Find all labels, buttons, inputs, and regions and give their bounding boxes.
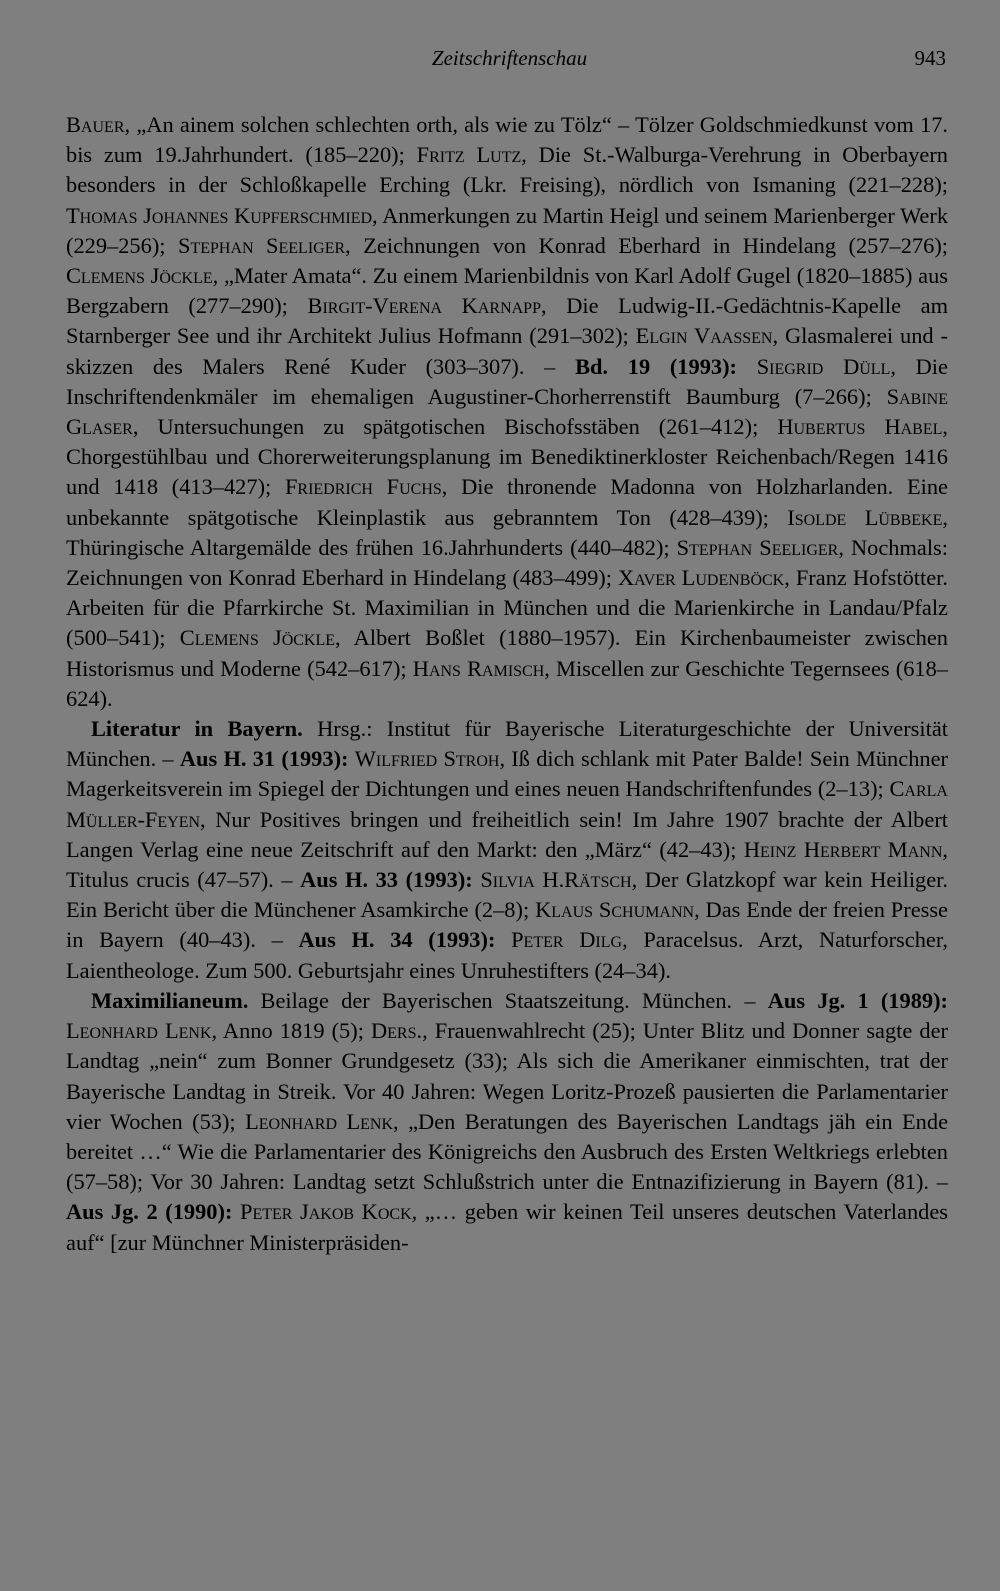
author-name: Elgin Vaassen — [635, 323, 773, 349]
text-run: , „… geben wir keinen Teil unseres deutschen Vaterlandes auf“ [zur Münchner Ministerpräsiden- — [66, 1199, 948, 1255]
text-run: , Miscellen zur Geschichte Tegernsees (618–624). — [66, 655, 948, 711]
author-name: Xaver Ludenböck — [617, 565, 785, 591]
text-run: , Die Ludwig-II.-Gedächtnis-Kapelle am Starnberger See und ihr Architekt Julius Hofmann (291–302); — [66, 293, 948, 349]
running-title: Zeitschriftenschau — [431, 46, 588, 70]
author-name: Stephan Seeliger — [676, 534, 839, 560]
author-name: Carla Müller-Feyen — [66, 776, 948, 832]
bold-heading: Maximilianeum. — [91, 987, 249, 1013]
paragraph-maximilianeum — [66, 986, 948, 1258]
author-name: Isolde Lübbeke — [787, 504, 943, 530]
text-run: , „Den Beratungen des Bayerischen Landtags jäh ein Ende bereitet …“ Wie die Parlamentarier des Königreichs den Ausbruch des Ersten Weltkriegs erlebten (57–58); Vor 30 Jahren: Landtag setzt Schlußstrich unter die Entnazifizierung in Bayern (81). – — [66, 1108, 949, 1195]
text-run: , Franz Hofstötter. Arbeiten für die Pfarrkirche St. Maximilian in München und die Marienkirche in Landau/Pfalz (500–541); — [66, 565, 948, 651]
author-name: Heinz Herbert Mann — [743, 836, 943, 862]
paragraph-literatur-in-bayern — [66, 714, 948, 986]
text-run: Beilage der Bayerischen Staatszeitung. München. – — [248, 987, 768, 1013]
text-run: , Die Inschriftendenkmäler im ehemaligen Augustiner-Chorherrenstift Baumburg (7–266); — [66, 353, 948, 409]
author-name: Stephan Seeliger — [178, 232, 346, 258]
text-run: , „An ainem solchen schlechten orth, als wie zu Tölz“ – Tölzer Goldschmiedkunst vom 17. bis zum 19.Jahrhundert. (185–220); — [66, 112, 948, 168]
author-name: Hans Ramisch — [412, 655, 545, 681]
page-header — [73, 46, 946, 78]
author-name: Leonhard Lenk — [245, 1108, 394, 1134]
author-name: Sabine Glaser — [66, 383, 948, 440]
text-run: , Iß dich schlank mit Pater Balde! Sein Münchner Magerkeitsverein im Spiegel der Dichtungen und eines neuen Handschriftenfundes (2–13); — [66, 746, 948, 802]
text-run: , „Mater Amata“. Zu einem Marienbildnis von Karl Adolf Gugel (1820–1885) aus Bergzabern (277–290); — [66, 263, 948, 319]
author-name: Siegrid Düll — [756, 353, 891, 379]
body-text — [66, 110, 948, 1258]
author-name: Friedrich Fuchs — [284, 474, 442, 500]
text-run: , Untersuchungen zu spätgotischen Bischofsstäben (261–412); — [132, 414, 778, 440]
bold-heading: Aus Jg. 2 (1990): — [66, 1199, 233, 1225]
author-name: Bauer — [66, 112, 125, 137]
text-run: Hrsg.: Institut für Bayerische Literaturgeschichte der Universität München. – — [66, 716, 948, 772]
text-run: , Das Ende der freien Presse in Bayern (40–43). – — [66, 897, 948, 953]
text-run — [737, 354, 757, 379]
author-name: Hubertus Habel — [777, 414, 943, 440]
text-run: , Albert Boßlet (1880–1957). Ein Kirchenbaumeister zwischen Historismus und Moderne (542–617); — [66, 625, 948, 681]
text-run: , Thüringische Altargemälde des frühen 16.Jahrhunderts (440–482); — [66, 504, 948, 560]
text-run: , Chorgestühlbau und Chorerweiterungsplanung im Benediktinerkloster Reichenbach/Regen 1416 und 1418 (413–427); — [66, 414, 948, 500]
author-name: Fritz Lutz — [416, 142, 522, 168]
bold-heading: Aus H. 31 (1993): — [179, 746, 349, 772]
author-name: Leonhard Lenk — [66, 1018, 212, 1044]
text-run: , Der Glatzkopf war kein Heiliger. Ein Bericht über die Münchener Asamkirche (2–8); — [66, 867, 948, 923]
author-name: Peter Jakob Kock — [240, 1199, 412, 1225]
author-name: Silvia H.Rätsch — [480, 867, 632, 893]
text-run: , Zeichnungen von Konrad Eberhard in Hindelang (257–276); — [345, 232, 949, 258]
bold-heading: Aus H. 33 (1993): — [300, 867, 473, 893]
text-run: , Die St.-Walburga-Verehrung in Oberbayern besonders in der Schloßkapelle Erching (Lkr. Freising), nördlich von Ismaning (221–228); — [66, 142, 948, 198]
text-run: , Titulus crucis (47–57). – — [66, 836, 948, 893]
bold-heading: Bd. 19 (1993): — [575, 353, 737, 379]
text-run — [495, 927, 511, 952]
author-name: Wilfried Stroh — [354, 746, 500, 772]
text-run: , Frauenwahlrecht (25); Unter Blitz und Donner sagte der Landtag „nein“ zum Bonner Grundgesetz (33); Als sich die Amerikaner einmischten, trat der Bayerische Landtag in Streik. Vor 40 Jahren: Wegen Loritz-Prozeß pausierten die Parlamentarier vier Wochen (53); — [66, 1018, 948, 1134]
author-name: Klaus Schumann — [535, 897, 695, 923]
paragraph-bauer-entries — [66, 110, 948, 714]
bold-heading: Aus H. 34 (1993): — [298, 927, 496, 953]
text-run: , Anmerkungen zu Martin Heigl und seinem Marienberger Werk (229–256); — [66, 202, 949, 258]
text-run: , Nochmals: Zeichnungen von Konrad Eberhard in Hindelang (483–499); — [66, 534, 948, 591]
author-name: Peter Dilg — [511, 927, 623, 953]
bold-heading: Aus Jg. 1 (1989): — [767, 987, 948, 1013]
text-run: , Die thronende Madonna von Holzharlanden. Eine unbekannte spätgotische Kleinplastik aus gebranntem Ton (428–439); — [66, 474, 948, 530]
text-run: , Nur Positives bringen und freiheitlich sein! Im Jahre 1907 brachte der Albert Langen Verlag eine neue Zeitschrift auf den Markt: den „März“ (42–43); — [66, 806, 948, 862]
author-name: Ders. — [370, 1018, 423, 1044]
page-number: 943 — [914, 46, 946, 70]
author-name: Clemens Jöckle — [66, 263, 213, 289]
bold-heading: Literatur in Bayern. — [91, 716, 303, 742]
text-run: , Paracelsus. Arzt, Naturforscher, Laientheologe. Zum 500. Geburtsjahr eines Unruhestifters (24–34). — [66, 927, 948, 983]
text-run: , Anno 1819 (5); — [211, 1018, 371, 1044]
author-name: Birgit-Verena Karnapp — [307, 293, 541, 319]
author-name: Clemens Jöckle — [179, 625, 336, 651]
author-name: Thomas Johannes Kupferschmied — [66, 202, 373, 228]
text-run — [232, 1199, 240, 1224]
text-run: , Glasmalerei und -skizzen des Malers René Kuder (303–307). – — [66, 323, 948, 379]
